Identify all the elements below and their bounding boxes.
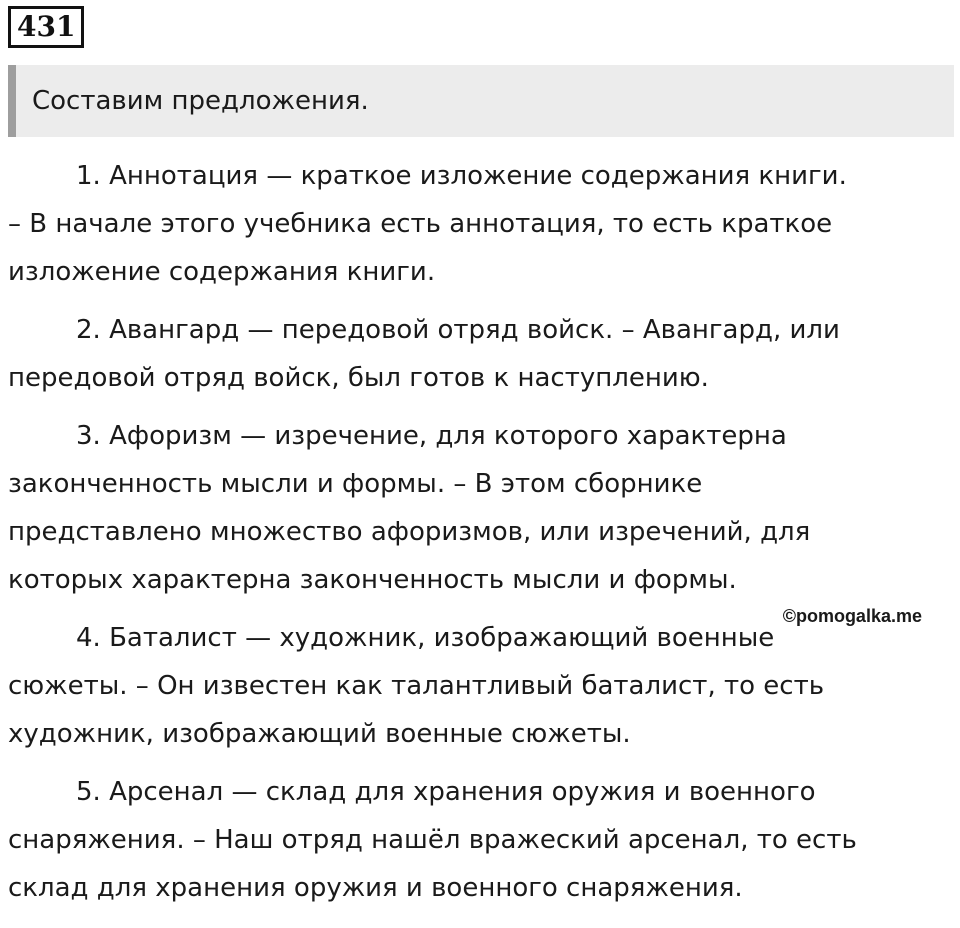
paragraph-line: законченность мысли и формы. – В этом сборнике	[8, 469, 703, 499]
paragraph-5	[8, 768, 954, 912]
paragraph-line: снаряжения. – Наш отряд нашёл вражеский арсенал, то есть	[8, 825, 857, 855]
content	[8, 152, 954, 922]
paragraph-1	[8, 152, 954, 296]
paragraph-line: которых характерна законченность мысли и формы.	[8, 565, 737, 595]
paragraph-line: передовой отряд войск, был готов к наступлению.	[8, 363, 709, 393]
paragraph-line: представлено множество афоризмов, или изречений, для	[8, 517, 811, 547]
header-bar	[8, 65, 954, 137]
task-number: 431	[17, 10, 76, 43]
paragraph-4	[8, 614, 954, 758]
paragraph-2	[8, 306, 954, 402]
paragraph-line: склад для хранения оружия и военного снаряжения.	[8, 873, 743, 903]
paragraph-line: 4. Баталист — художник, изображающий военные	[76, 623, 775, 653]
paragraph-line: 2. Авангард — передовой отряд войск. – Авангард, или	[76, 315, 840, 345]
paragraph-line: 3. Афоризм — изречение, для которого характерна	[76, 421, 787, 451]
paragraph-line: художник, изображающий военные сюжеты.	[8, 719, 631, 749]
paragraph-line: 5. Арсенал — склад для хранения оружия и военного	[76, 777, 816, 807]
watermark: ©pomogalka.me	[782, 606, 922, 626]
paragraph-line: – В начале этого учебника есть аннотация, то есть краткое	[8, 209, 833, 239]
paragraph-line: сюжеты. – Он известен как талантливый баталист, то есть	[8, 671, 825, 701]
paragraph-3	[8, 412, 954, 604]
task-number-box	[8, 6, 84, 48]
header-text: Составим предложения.	[32, 86, 369, 116]
paragraph-line: изложение содержания книги.	[8, 257, 436, 287]
paragraph-line: 1. Аннотация — краткое изложение содержания книги.	[76, 161, 847, 191]
